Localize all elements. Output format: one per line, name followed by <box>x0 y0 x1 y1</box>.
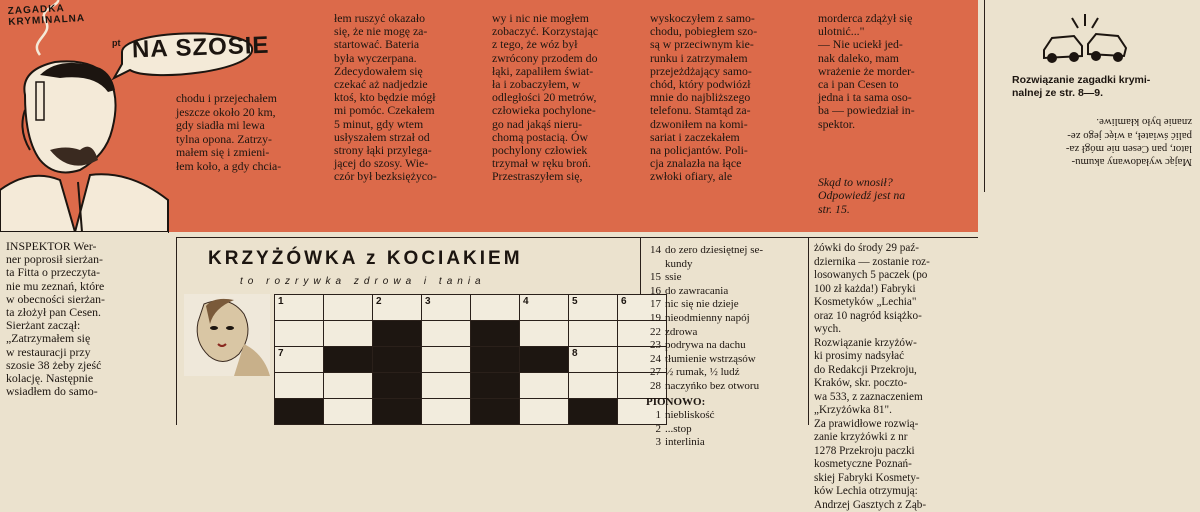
crossword-cell <box>323 398 373 425</box>
crossword-cell <box>519 372 569 399</box>
article-column-1: chodu i przejechałem jeszcze około 20 km, gdy siadła mi lewa tylna opona. Zatrzy- małem się i zmieni- łem koło, a gdy chcia- <box>176 91 282 173</box>
clue-item <box>646 353 804 367</box>
crossword-cell <box>372 320 422 347</box>
crossword-cell <box>323 320 373 347</box>
crossword-cell <box>372 398 422 425</box>
clue-item <box>646 380 804 394</box>
crossword-divider-2 <box>808 237 809 425</box>
crossword-cell <box>372 346 422 373</box>
clue-item <box>646 339 804 353</box>
crossword-cell <box>274 346 324 373</box>
clue-text: nieodmienny napój <box>665 311 750 324</box>
series-label-line1: ZAGADKA <box>7 3 65 18</box>
clue-number: 15 <box>650 271 661 284</box>
crossword-cell <box>274 294 324 321</box>
article-column-5: morderca zdążył się ulotnić..." — Nie uciekł jed- nak daleko, mam wrażenie że morder- ca i pan Cesen to jedna i ta sama oso- ba — powiedział in- spektor. <box>818 11 915 131</box>
crossword-cell <box>274 372 324 399</box>
clue-number: 17 <box>650 298 661 311</box>
crossword-cell <box>372 294 422 321</box>
clue-number <box>646 258 661 272</box>
crossword-cell <box>470 346 520 373</box>
clue-item <box>646 436 804 450</box>
crossword-subtitle: to rozrywka zdrowa i tania <box>240 276 486 287</box>
crossword-cell <box>470 398 520 425</box>
crossword-cell <box>274 398 324 425</box>
clue-text: nic się nie dzieje <box>665 298 739 311</box>
clue-text: ½ rumak, ½ ludź <box>665 366 740 379</box>
clue-text: do zero dziesiętnej se- <box>665 244 764 256</box>
clue-text: niebliskość <box>665 409 715 422</box>
crossword-cell <box>568 294 618 321</box>
crossword-cell <box>421 346 471 373</box>
crossword-cell <box>421 294 471 321</box>
crossword-cell <box>421 320 471 347</box>
clue-item <box>646 271 804 285</box>
crossword-frame-left <box>176 237 177 425</box>
crossword-cell <box>568 372 618 399</box>
car-accident-icon <box>1030 10 1140 70</box>
clue-item <box>646 258 804 272</box>
article-column-4: wyskoczyłem z samo- chodu, pobiegłem szo- są w przeciwnym kie- runku i zatrzymałem przejeżdżający samo- chód, który podwiózł mnie do najbliższego telefonu. Stamtąd za- dzwoniłem na komi- sariat i zaczekałem na policjantów. Poli- cja znalazła na łące zwłoki ofiary, ale <box>650 11 758 184</box>
clues-list <box>646 244 804 450</box>
solution-border <box>984 0 985 192</box>
crossword-cell <box>421 372 471 399</box>
clue-text: do zawracania <box>665 284 729 297</box>
clue-text: interlinia <box>665 436 705 449</box>
crossword-cell-number: 5 <box>572 296 578 307</box>
clue-number: 14 <box>650 244 661 256</box>
crossword-cell <box>372 372 422 399</box>
clue-number: 23 <box>650 339 661 352</box>
crossword-cell <box>568 346 618 373</box>
crossword-top-rule <box>176 237 978 238</box>
series-label <box>7 2 85 28</box>
crossword-cell <box>470 320 520 347</box>
clue-number: 27 <box>650 366 661 379</box>
clue-item <box>646 244 804 258</box>
crossword-cell <box>519 320 569 347</box>
clue-number: 1 <box>655 409 661 422</box>
crossword-rules: żówki do środy 29 paź- dziernika — zostanie roz- losowanych 5 paczek (po 100 zł każda!) Fabryki Kosmetyków „Lechia" oraz 10 nagród książko- wych. Rozwiązanie krzyżów- ki prosimy nadsyłać do Redakcji Przekroju, Kraków, skr. poczto- wa 533, z zaznaczeniem „Krzyżówka 81". Za prawidłowe rozwią- zanie krzyżówki z nr 1278 Przekroju paczki kosmetyczne Poznań- skiej Fabryki Kosmety- ków Lechia otrzymują: Andrzej Gasztych z Ząb- <box>814 242 930 511</box>
clue-number: 28 <box>650 379 661 392</box>
crossword-cell <box>470 294 520 321</box>
series-label-line2: KRYMINALNA <box>8 12 86 28</box>
crossword-cell-number: 3 <box>425 296 431 307</box>
crossword-cell <box>323 346 373 373</box>
panel-divider <box>978 0 982 425</box>
clue-number: 16 <box>650 284 661 297</box>
crossword-title: KRZYŻÓWKA z KOCIAKIEM <box>208 248 523 269</box>
clue-text: zdrowa <box>665 325 698 338</box>
clue-item <box>646 409 804 423</box>
clue-text: ...stop <box>665 422 692 435</box>
article-question: Skąd to wnosił? Odpowiedź jest na str. 15. <box>818 175 906 216</box>
crossword-cell <box>274 320 324 347</box>
crossword-cell <box>568 398 618 425</box>
clue-item <box>646 298 804 312</box>
clue-item <box>646 285 804 299</box>
crossword-cell <box>470 372 520 399</box>
crossword-cell <box>519 398 569 425</box>
clue-number: 3 <box>655 436 661 449</box>
clue-number: 2 <box>655 422 661 435</box>
clue-item <box>646 312 804 326</box>
crossword-cell <box>323 294 373 321</box>
clue-text: naczyńko bez otworu <box>665 379 760 392</box>
intro-text: INSPEKTOR Wer- ner poprosił sierżan- ta Fitta o przeczyta- nie mu zeznań, które w obecności sierżan- ta złożył pan Cesen. Sierżant zaczął: „Zatrzymałem się w restauracji przy szosie 38 żeby zjeść kolację. Następnie wsiadłem do samo- <box>6 239 105 399</box>
crossword-cell <box>519 294 569 321</box>
down-heading: PIONOWO: <box>646 395 706 408</box>
solution-title: Rozwiązanie zagadki krymi- nalnej ze str. 8—9. <box>1012 74 1151 99</box>
clue-number: 24 <box>650 352 661 365</box>
series-pt-label: pt <box>112 38 121 48</box>
crossword-cell-number: 1 <box>278 296 284 307</box>
clue-item <box>646 366 804 380</box>
article-column-3: wy i nic nie mogłem zobaczyć. Korzystając z tego, że wóz był zwrócony przodem do łąki, zapaliłem świat- ła i zobaczyłem, w odległości 20 metrów, człowieka pochylone- go nad jakąś nieru- chomą postacią. Ów pochylony człowiek trzymał w ręku broń. Przestraszyłem się, <box>492 11 599 184</box>
clue-text: tłumienie wstrząsów <box>665 352 756 365</box>
crossword-cell-number: 2 <box>376 296 382 307</box>
clue-text: ssie <box>665 271 682 284</box>
crossword-cell <box>519 346 569 373</box>
crossword-cell <box>568 320 618 347</box>
crossword-cell-number: 4 <box>523 296 529 307</box>
kitten-photo <box>184 294 270 376</box>
crossword-cell-number: 7 <box>278 348 284 359</box>
crossword-cell <box>323 372 373 399</box>
article-column-2: łem ruszyć okazało się, że nie mogę za- startować. Bateria była wyczerpana. Zdecydowałem się czekać aż nadjedzie ktoś, kto będzie mógł mi pomóc. Czekałem 5 minut, gdy wtem usłyszałem strzał od strony łąki przylega- jącej do szosy. Wie- czór był bezksiężyco- <box>334 11 437 184</box>
solution-answer-upside-down: Mając wyładowany akumu- lator, pan Cesen nie mógł za- palić świateł, a więc jego ze- znanie było kłamliwe. <box>1065 116 1192 168</box>
clue-number: 19 <box>650 311 661 324</box>
article-title: NA SZOSIE <box>131 31 270 64</box>
crossword-cell-number: 8 <box>572 348 578 359</box>
crossword-cell-number: 6 <box>621 296 627 307</box>
crossword-cell <box>421 398 471 425</box>
clue-text: podrywa na dachu <box>665 339 746 352</box>
clue-text: kundy <box>665 257 693 270</box>
clue-item <box>646 423 804 437</box>
clue-item <box>646 326 804 340</box>
clue-number: 22 <box>650 325 661 338</box>
